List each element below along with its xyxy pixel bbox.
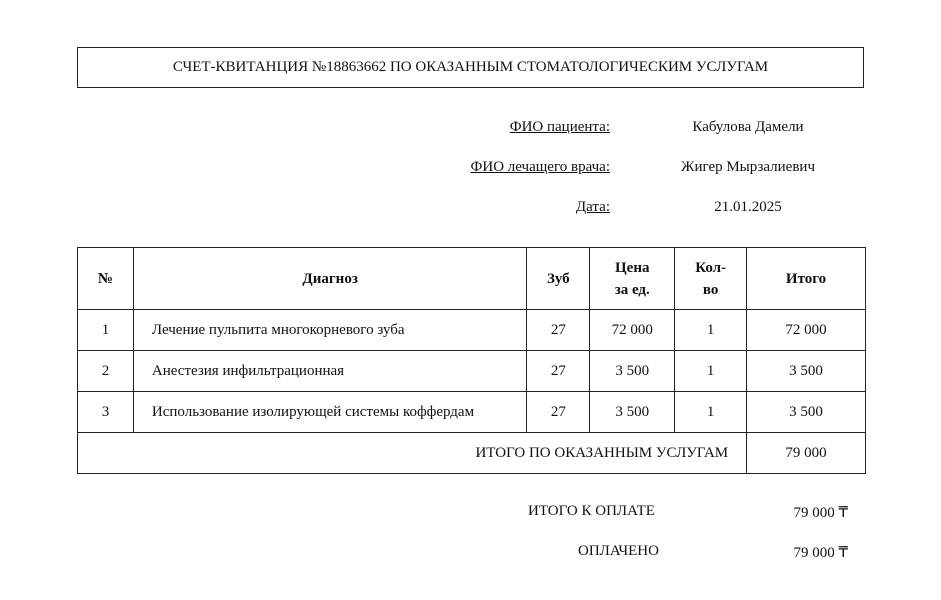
document-title: СЧЕТ-КВИТАНЦИЯ №18863662 ПО ОКАЗАННЫМ СТОМАТОЛОГИЧЕСКИМ УСЛУГАМ xyxy=(77,47,864,88)
total-label: ИТОГО ПО ОКАЗАННЫМ УСЛУГАМ xyxy=(78,433,747,474)
row-diagnosis: Анестезия инфильтрационная xyxy=(133,351,526,392)
row-total: 72 000 xyxy=(747,310,866,351)
paid-label: ОПЛАЧЕНО xyxy=(578,543,659,559)
col-total: Итого xyxy=(747,248,866,310)
table-row xyxy=(78,351,866,392)
col-tooth: Зуб xyxy=(527,248,590,310)
patient-name: Кабулова Дамели xyxy=(692,119,804,135)
table-total-row xyxy=(78,433,866,474)
col-qty xyxy=(675,248,747,310)
col-diagnosis: Диагноз xyxy=(133,248,526,310)
date-label: Дата: xyxy=(575,199,610,215)
row-tooth: 27 xyxy=(527,392,590,433)
row-diagnosis: Лечение пульпита многокорневого зуба xyxy=(133,310,526,351)
row-diagnosis: Использование изолирующей системы коффердам xyxy=(133,392,526,433)
doctor-name: Жигер Мырзалиевич xyxy=(681,159,815,175)
row-price: 72 000 xyxy=(590,310,675,351)
col-price-label: Цена за ед. xyxy=(614,259,650,298)
row-number: 1 xyxy=(78,310,134,351)
row-number: 3 xyxy=(78,392,134,433)
row-qty: 1 xyxy=(675,392,747,433)
row-number: 2 xyxy=(78,351,134,392)
col-price xyxy=(590,248,675,310)
date-value: 21.01.2025 xyxy=(714,199,782,215)
row-tooth: 27 xyxy=(527,310,590,351)
row-total: 3 500 xyxy=(747,392,866,433)
row-total: 3 500 xyxy=(747,351,866,392)
doctor-label: ФИО лечащего врача: xyxy=(470,159,610,175)
col-number: № xyxy=(78,248,134,310)
table-row xyxy=(78,310,866,351)
to-pay-label: ИТОГО К ОПЛАТЕ xyxy=(528,503,655,519)
services-table xyxy=(77,247,866,474)
row-price: 3 500 xyxy=(590,351,675,392)
row-qty: 1 xyxy=(675,310,747,351)
col-qty-label: Кол-во xyxy=(695,259,727,298)
row-price: 3 500 xyxy=(590,392,675,433)
row-qty: 1 xyxy=(675,351,747,392)
table-row xyxy=(78,392,866,433)
total-value: 79 000 xyxy=(747,433,866,474)
row-tooth: 27 xyxy=(527,351,590,392)
paid-value: 79 000 ₸ xyxy=(793,545,848,561)
patient-label: ФИО пациента: xyxy=(509,119,610,135)
table-header xyxy=(78,248,866,310)
to-pay-value: 79 000 ₸ xyxy=(793,505,848,521)
